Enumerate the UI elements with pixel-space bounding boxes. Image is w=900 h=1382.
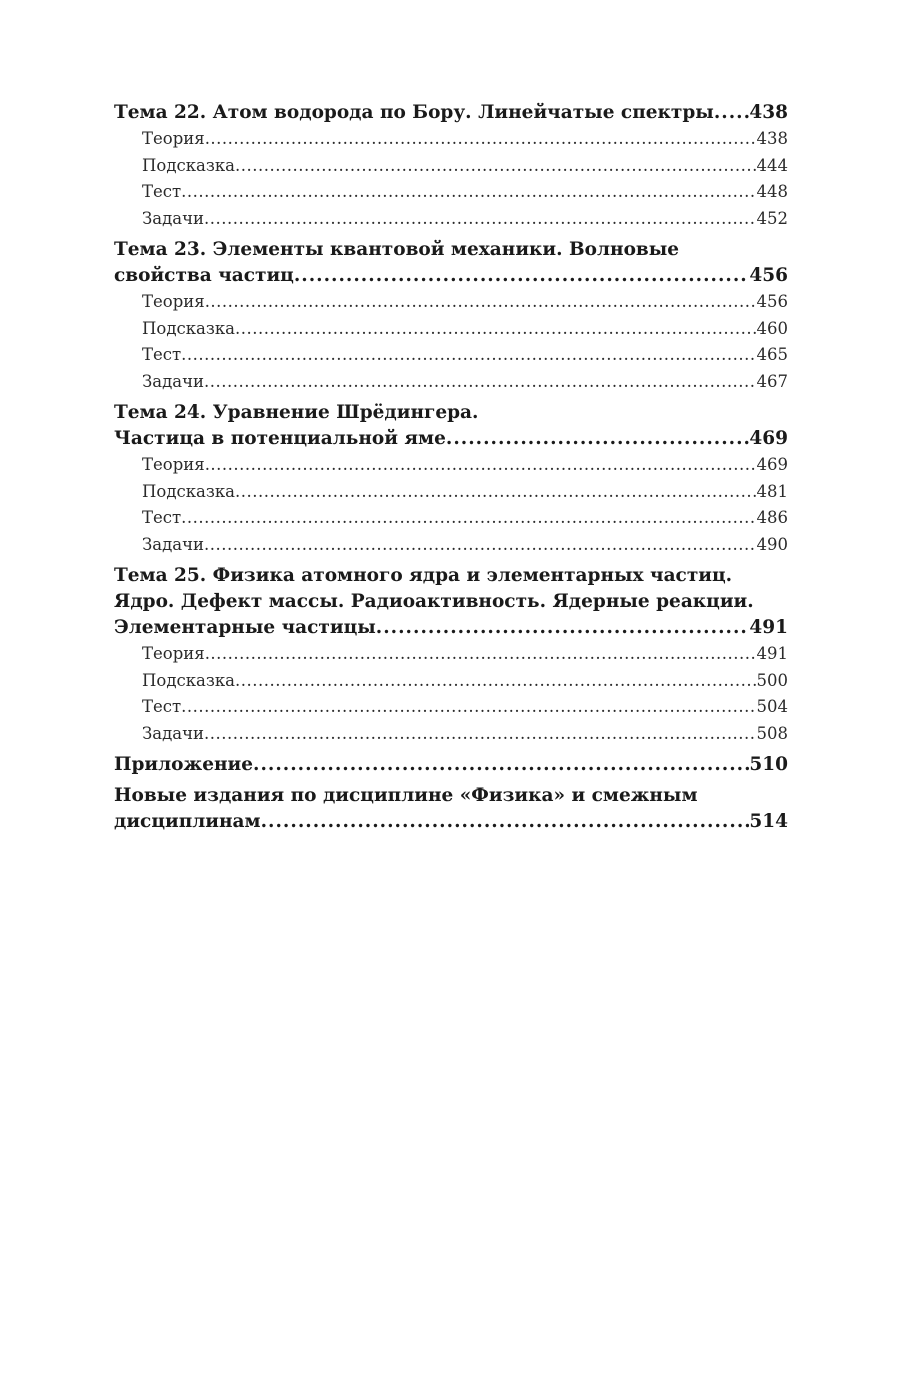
dot-leader [446,426,749,452]
topic-title[interactable] [114,400,788,452]
dot-leader [181,505,756,532]
topic-entry-line [114,426,788,452]
topic-title-line: Тема 24. Уравнение Шрёдингера. [114,402,479,423]
subentry-label: Тест [142,697,182,716]
dot-leader [181,342,756,369]
topic-entry-line [114,615,788,641]
toc-topic [114,783,788,835]
page-number: 486 [756,508,788,527]
page-number: 448 [756,182,788,201]
topic-entry-line [114,809,788,835]
toc-subentry[interactable] [114,721,788,748]
page-number: 491 [749,617,788,638]
page-number: 508 [756,723,788,743]
toc-topic [114,237,788,395]
page-number: 438 [749,102,788,123]
page-number: 490 [756,534,788,554]
topic-title-text: Элементарные частицы [114,617,376,638]
subentry-label: Задачи [142,208,205,228]
page-number: 514 [749,811,788,832]
dot-leader [181,694,756,721]
dot-leader [261,809,750,835]
topic-entry-line [114,263,788,289]
subentry-label: Теория [142,129,205,148]
dot-leader [253,752,749,778]
subentry-label: Теория [142,455,205,474]
topic-title-text: Тема 22. Атом водорода по Бору. Линейчатые спектры [114,102,714,123]
toc-subentry[interactable] [114,641,788,668]
dot-leader [204,206,756,233]
page-number: 438 [756,129,788,148]
page-number: 500 [756,670,788,690]
topic-title[interactable] [114,563,788,641]
page-number: 456 [756,292,788,311]
page-number: 456 [749,265,788,286]
topic-title[interactable] [114,100,788,126]
dot-leader [376,615,750,641]
toc-subentry[interactable] [114,289,788,316]
page-number: 460 [756,318,788,338]
subentry-label: Тест [142,345,182,364]
subentry-label: Подсказка [142,155,236,175]
page-number: 491 [756,644,788,663]
page-number: 510 [749,754,788,775]
subentry-label: Тест [142,508,182,527]
page-number: 452 [756,208,788,228]
toc-topic [114,752,788,778]
topic-title-text: дисциплинам [114,811,261,832]
subentry-label: Подсказка [142,481,236,501]
topic-title[interactable] [114,752,788,778]
dot-leader [235,316,756,343]
page-number: 444 [756,155,788,175]
dot-leader [294,263,750,289]
dot-leader [204,369,756,396]
topic-title-line: Тема 25. Физика атомного ядра и элементарных частиц. [114,565,733,586]
subentry-label: Подсказка [142,318,236,338]
topic-title-line: Новые издания по дисциплине «Физика» и смежным [114,785,698,806]
topic-title[interactable] [114,237,788,289]
toc-subentry[interactable] [114,179,788,206]
page-number: 469 [756,455,788,474]
toc-topic [114,400,788,558]
table-of-contents [114,100,788,840]
dot-leader [235,668,756,695]
topic-title[interactable] [114,783,788,835]
toc-subentry[interactable] [114,206,788,233]
page-number: 504 [756,697,788,716]
subentry-label: Задачи [142,371,205,391]
topic-title-line: Тема 23. Элементы квантовой механики. Волновые [114,239,680,260]
dot-leader [714,100,750,126]
toc-subentry[interactable] [114,316,788,343]
toc-subentry[interactable] [114,505,788,532]
topic-title-text: Частица в потенциальной яме [114,428,446,449]
subentry-label: Задачи [142,534,205,554]
dot-leader [204,721,756,748]
toc-subentry[interactable] [114,452,788,479]
toc-subentry[interactable] [114,153,788,180]
toc-subentry[interactable] [114,694,788,721]
page-number: 465 [756,345,788,364]
dot-leader [235,479,756,506]
toc-subentry[interactable] [114,668,788,695]
topic-title-text: свойства частиц [114,265,294,286]
page-number: 467 [756,371,788,391]
subentry-label: Тест [142,182,182,201]
subentry-label: Подсказка [142,670,236,690]
topic-entry-line [114,100,788,126]
toc-topic [114,563,788,747]
dot-leader [204,532,756,559]
topic-title-line: Ядро. Дефект массы. Радиоактивность. Ядерные реакции. [114,591,754,612]
toc-topic [114,100,788,232]
page-number: 481 [756,481,788,501]
topic-entry-line [114,752,788,778]
toc-subentry[interactable] [114,342,788,369]
dot-leader [205,126,757,153]
page-number: 469 [749,428,788,449]
dot-leader [181,179,756,206]
dot-leader [205,452,757,479]
dot-leader [205,289,757,316]
toc-subentry[interactable] [114,126,788,153]
dot-leader [235,153,756,180]
subentry-label: Теория [142,644,205,663]
toc-subentry[interactable] [114,532,788,559]
toc-subentry[interactable] [114,369,788,396]
toc-subentry[interactable] [114,479,788,506]
subentry-label: Задачи [142,723,205,743]
topic-title-text: Приложение [114,754,253,775]
subentry-label: Теория [142,292,205,311]
dot-leader [205,641,757,668]
